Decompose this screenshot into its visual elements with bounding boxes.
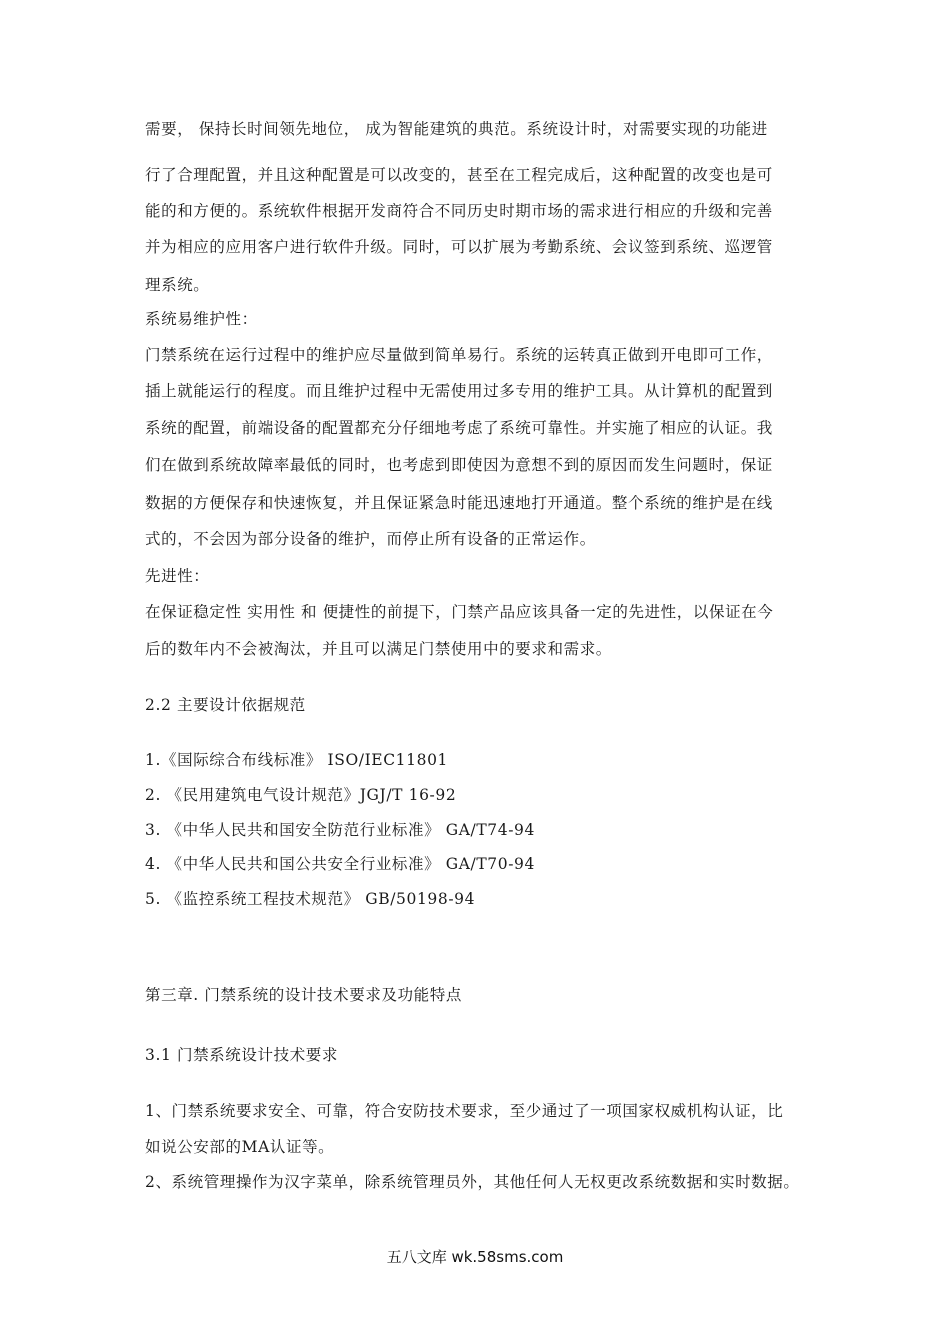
footer-watermark: 五八文库 wk.58sms.com (386, 1248, 564, 1266)
subheading-advanced: 先进性： (145, 567, 210, 585)
body-text-line: 门禁系统在运行过程中的维护应尽量做到简单易行。系统的运转真正做到开电即可工作， (145, 346, 773, 364)
body-text-line: 在保证稳定性 实用性 和 便捷性的前提下，门禁产品应该具备一定的先进性，以保证在今 (145, 603, 774, 621)
body-text-line: 能的和方便的。系统软件根据开发商符合不同历史时期市场的需求进行相应的升级和完善 (145, 202, 773, 220)
section-title-3-1: 3.1 门禁系统设计技术要求 (145, 1046, 338, 1064)
standard-list-item: 1.《国际综合布线标准》 ISO/IEC11801 (145, 751, 448, 769)
body-text-line: 插上就能运行的程度。而且维护过程中无需使用过多专用的维护工具。从计算机的配置到 (145, 382, 773, 400)
body-text-line: 并为相应的应用客户进行软件升级。同时，可以扩展为考勤系统、会议签到系统、巡逻管 (145, 238, 773, 256)
body-text-line: 需要， 保持长时间领先地位， 成为智能建筑的典范。系统设计时，对需要实现的功能进 (145, 120, 768, 138)
body-text-line: 们在做到系统故障率最低的同时，也考虑到即使因为意想不到的原因而发生问题时，保证 (145, 456, 773, 474)
body-text-line: 式的，不会因为部分设备的维护，而停止所有设备的正常运作。 (145, 530, 596, 548)
requirement-text-line: 2、系统管理操作为汉字菜单，除系统管理员外，其他任何人无权更改系统数据和实时数据。 (145, 1173, 800, 1191)
chapter-title-3: 第三章. 门禁系统的设计技术要求及功能特点 (145, 986, 462, 1004)
subheading-maintainability: 系统易维护性： (145, 310, 258, 328)
standard-list-item: 3. 《中华人民共和国安全防范行业标准》 GA/T74-94 (145, 821, 535, 839)
body-text-line: 行了合理配置，并且这种配置是可以改变的，甚至在工程完成后，这种配置的改变也是可 (145, 166, 773, 184)
standard-list-item: 2. 《民用建筑电气设计规范》JGJ/T 16-92 (145, 786, 457, 804)
requirement-text-line: 1、门禁系统要求安全、可靠，符合安防技术要求，至少通过了一项国家权威机构认证，比 (145, 1102, 784, 1120)
standard-list-item: 4. 《中华人民共和国公共安全行业标准》 GA/T70-94 (145, 855, 535, 873)
body-text-line: 数据的方便保存和快速恢复，并且保证紧急时能迅速地打开通道。整个系统的维护是在线 (145, 494, 773, 512)
requirement-text-line: 如说公安部的MA认证等。 (145, 1138, 335, 1156)
body-text-line: 系统的配置，前端设备的配置都充分仔细地考虑了系统可靠性。并实施了相应的认证。我 (145, 419, 773, 437)
body-text-line: 理系统。 (145, 276, 210, 294)
section-title-2-2: 2.2 主要设计依据规范 (145, 696, 306, 714)
standard-list-item: 5. 《监控系统工程技术规范》 GB/50198-94 (145, 890, 476, 908)
body-text-line: 后的数年内不会被淘汰，并且可以满足门禁使用中的要求和需求。 (145, 640, 612, 658)
